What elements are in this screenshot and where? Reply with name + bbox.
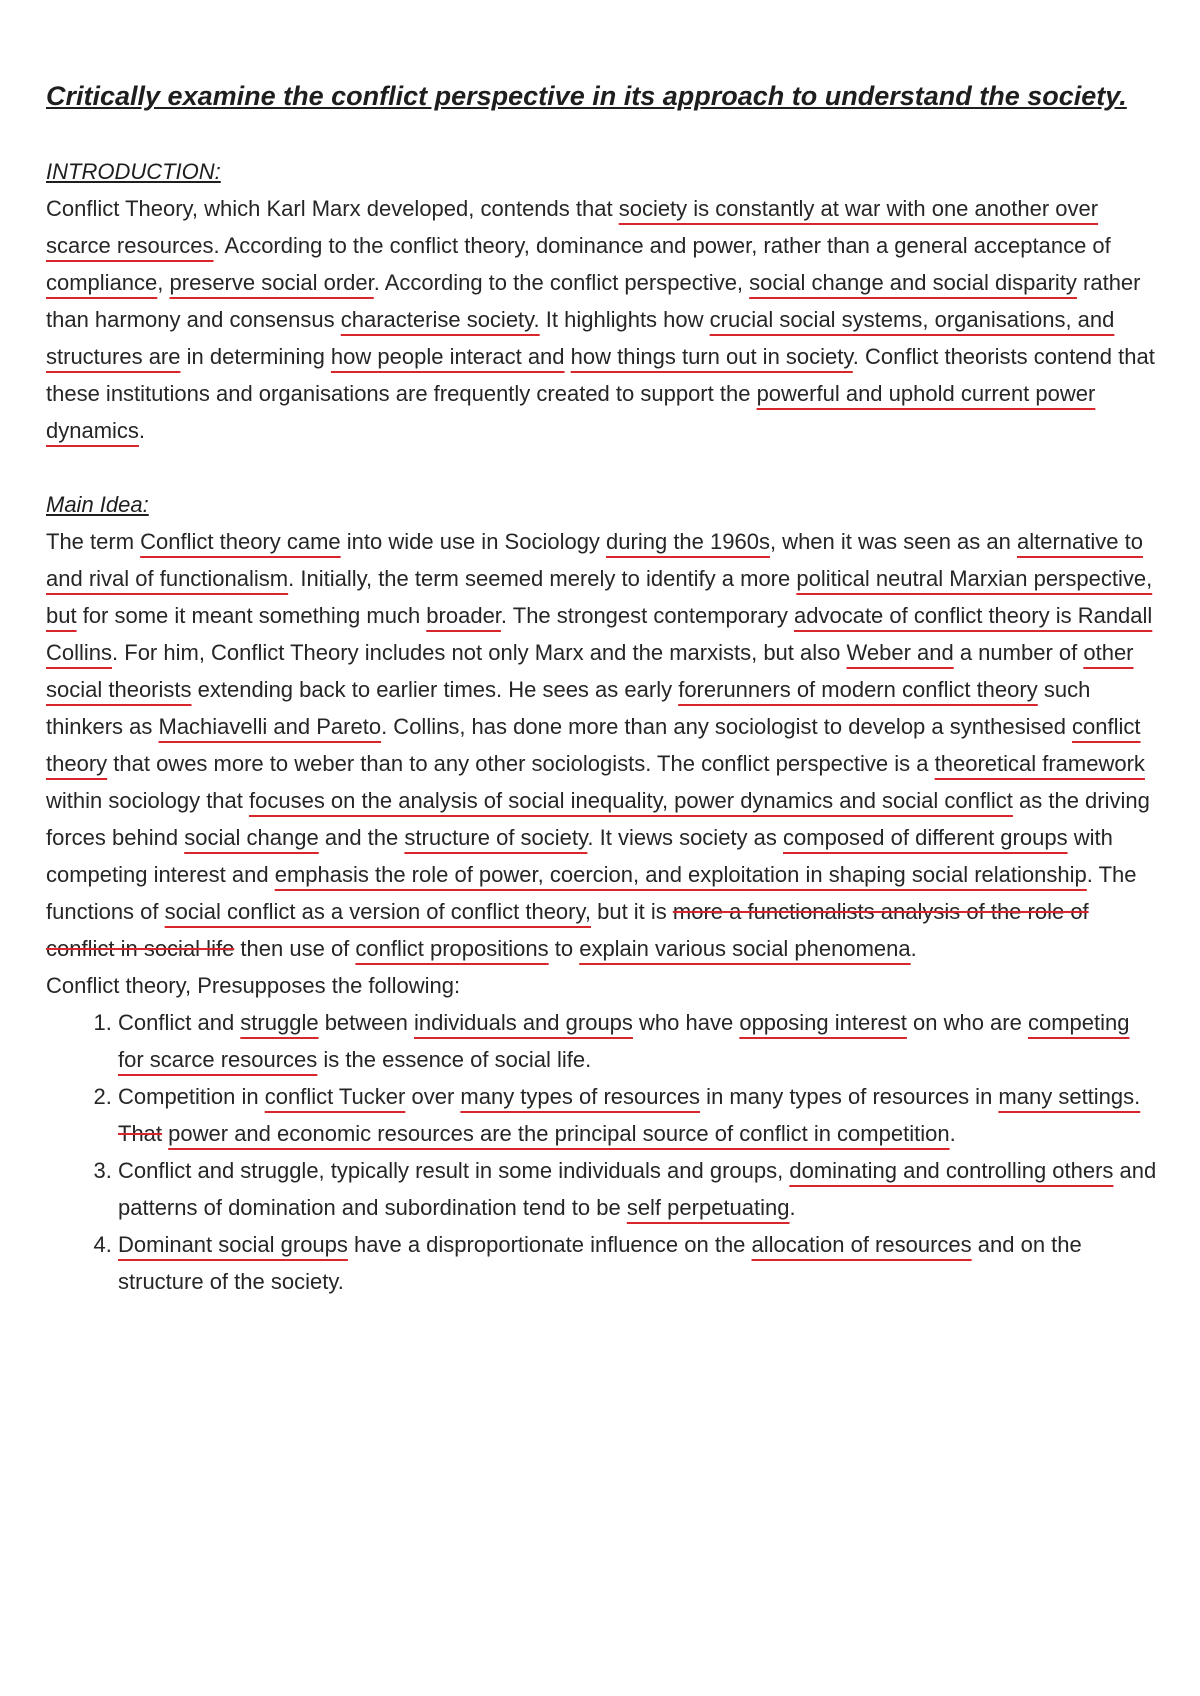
annotation-underline: composed of different groups	[783, 825, 1068, 850]
text-run: rather than harmony and consensus	[46, 270, 1141, 332]
list-item	[118, 1152, 1161, 1226]
text-run: . According to the conflict perspective,	[373, 270, 750, 295]
annotation-underline: Dominant social groups	[118, 1232, 348, 1257]
annotation-underline: how people interact and	[330, 344, 565, 369]
annotation-underline: allocation of resources	[751, 1232, 972, 1257]
text-run: . Initially, the term seemed merely to identify a more	[288, 566, 797, 591]
text-run: . It views society as	[587, 825, 784, 850]
annotation-underline: society is constantly at war with one another over scarce resources	[46, 196, 1099, 258]
annotation-underline: self perpetuating	[626, 1195, 790, 1220]
annotation-underline: emphasis the role of power, coercion, and exploitation in shaping social relationship	[274, 862, 1087, 887]
annotation-underline: Weber and	[846, 640, 954, 665]
page-title: Critically examine the conflict perspective in its approach to understand the society.	[46, 81, 1127, 111]
list-item	[118, 1004, 1161, 1078]
annotation-strikethrough: That	[118, 1121, 163, 1146]
text-run: Conflict Theory, which Karl Marx developed, contends that	[46, 196, 619, 221]
annotation-underline: how things turn out in society	[570, 344, 853, 369]
text-run: .	[789, 1195, 796, 1220]
text-run: It highlights how	[539, 307, 710, 332]
annotation-underline: broader	[426, 603, 501, 628]
text-run: .	[949, 1121, 956, 1146]
text-run: The term	[46, 529, 141, 554]
annotation-underline: conflict propositions	[355, 936, 549, 961]
text-run: a number of	[953, 640, 1084, 665]
text-run: . The strongest contemporary	[500, 603, 794, 628]
annotation-underline: structure of society	[404, 825, 588, 850]
annotation-underline: struggle	[240, 1010, 319, 1035]
annotation-underline: Conflict theory came	[140, 529, 341, 554]
text-run: , when it was seen as an	[769, 529, 1017, 554]
text-run: is the essence of social life.	[317, 1047, 592, 1072]
text-run: then use of	[234, 936, 356, 961]
annotation-underline: preserve social order	[169, 270, 374, 295]
text-run: . According to the conflict theory, dominance and power, rather than a general acceptance of	[213, 233, 1111, 258]
text-run: . For him, Conflict Theory includes not only Marx and the marxists, but also	[112, 640, 847, 665]
text-run: and patterns of domination and subordination tend to be	[118, 1158, 1157, 1220]
document-body	[46, 78, 1161, 1300]
annotation-underline: during the 1960s	[606, 529, 770, 554]
text-run: extending back to earlier times. He sees as early	[191, 677, 679, 702]
text-run: and the	[318, 825, 405, 850]
text-run: for some it meant something much	[76, 603, 427, 628]
text-run: into wide use in Sociology	[340, 529, 607, 554]
annotation-underline: competing for scarce resources	[118, 1010, 1130, 1072]
annotation-underline: political neutral Marxian perspective, but	[46, 566, 1153, 628]
annotation-underline: crucial social systems, organisations, and structures are	[46, 307, 1115, 369]
annotation-underline: conflict theory	[46, 714, 1141, 776]
annotation-underline: explain various social phenomena	[579, 936, 911, 961]
text-run: such thinkers as	[46, 677, 1091, 739]
annotation-underline: powerful and uphold current power dynamics	[46, 381, 1096, 443]
presupposes-line: Conflict theory, Presupposes the following:	[46, 973, 461, 998]
annotation-underline: other social theorists	[46, 640, 1134, 702]
text-run: and on the structure of the society.	[118, 1232, 1082, 1294]
text-run: but it is	[590, 899, 673, 924]
text-run: to	[548, 936, 580, 961]
text-run: .	[910, 936, 917, 961]
text-run: as the driving forces behind	[46, 788, 1150, 850]
text-run: in many types of resources in	[700, 1084, 999, 1109]
annotation-underline: social change and social disparity	[749, 270, 1077, 295]
text-run: . The functions of	[46, 862, 1137, 924]
annotation-underline: individuals and groups	[413, 1010, 633, 1035]
annotation-underline: characterise society.	[340, 307, 540, 332]
main-idea-paragraph	[46, 523, 1161, 967]
main-idea-heading: Main Idea:	[46, 492, 149, 517]
text-run: that owes more to weber than to any other sociologists. The conflict perspective is a	[107, 751, 935, 776]
text-run: with competing interest and	[46, 825, 1113, 887]
text-run: over	[405, 1084, 461, 1109]
annotation-underline: many types of resources	[460, 1084, 701, 1109]
annotation-underline: many settings.	[998, 1084, 1141, 1109]
annotation-underline: theoretical framework	[934, 751, 1145, 776]
text-run: . Collins, has done more than any sociologist to develop a synthesised	[381, 714, 1073, 739]
intro-paragraph	[46, 190, 1161, 449]
text-run: . Conflict theorists contend that these institutions and organisations are frequently created to support the	[46, 344, 1155, 406]
text-run: .	[138, 418, 146, 443]
list-item	[118, 1226, 1161, 1300]
annotation-underline: forerunners of modern conflict theory	[678, 677, 1038, 702]
annotation-underline: opposing interest	[739, 1010, 907, 1035]
text-run: ,	[157, 270, 170, 295]
text-run: Competition in	[118, 1084, 265, 1109]
annotation-underline: social change	[184, 825, 319, 850]
annotation-underline: advocate of conflict theory is Randall Collins	[46, 603, 1153, 665]
annotation-strikethrough: more a functionalists analysis of the role of conflict in social life	[46, 899, 1089, 961]
intro-heading: INTRODUCTION:	[46, 159, 221, 184]
text-run: Conflict and	[118, 1010, 241, 1035]
annotation-underline: alternative to and rival of functionalism	[46, 529, 1143, 591]
annotation-underline: compliance	[46, 270, 158, 295]
annotation-underline: dominating and controlling others	[789, 1158, 1114, 1183]
list-item	[118, 1078, 1161, 1152]
text-run: have a disproportionate influence on the	[347, 1232, 752, 1257]
annotation-underline: conflict Tucker	[264, 1084, 406, 1109]
annotation-underline: Machiavelli and Pareto	[158, 714, 382, 739]
text-run: who have	[632, 1010, 740, 1035]
presupposition-list	[46, 1004, 1161, 1300]
text-run: between	[318, 1010, 414, 1035]
annotation-underline: power and economic resources are the principal source of conflict in competition	[168, 1121, 950, 1146]
text-run: Conflict and struggle, typically result in some individuals and groups,	[118, 1158, 790, 1183]
annotation-underline: focuses on the analysis of social inequality, power dynamics and social conflict	[249, 788, 1013, 813]
text-run: in determining	[180, 344, 331, 369]
text-run: within sociology that	[46, 788, 249, 813]
text-run: on who are	[906, 1010, 1028, 1035]
annotation-underline: social conflict as a version of conflict theory,	[164, 899, 591, 924]
